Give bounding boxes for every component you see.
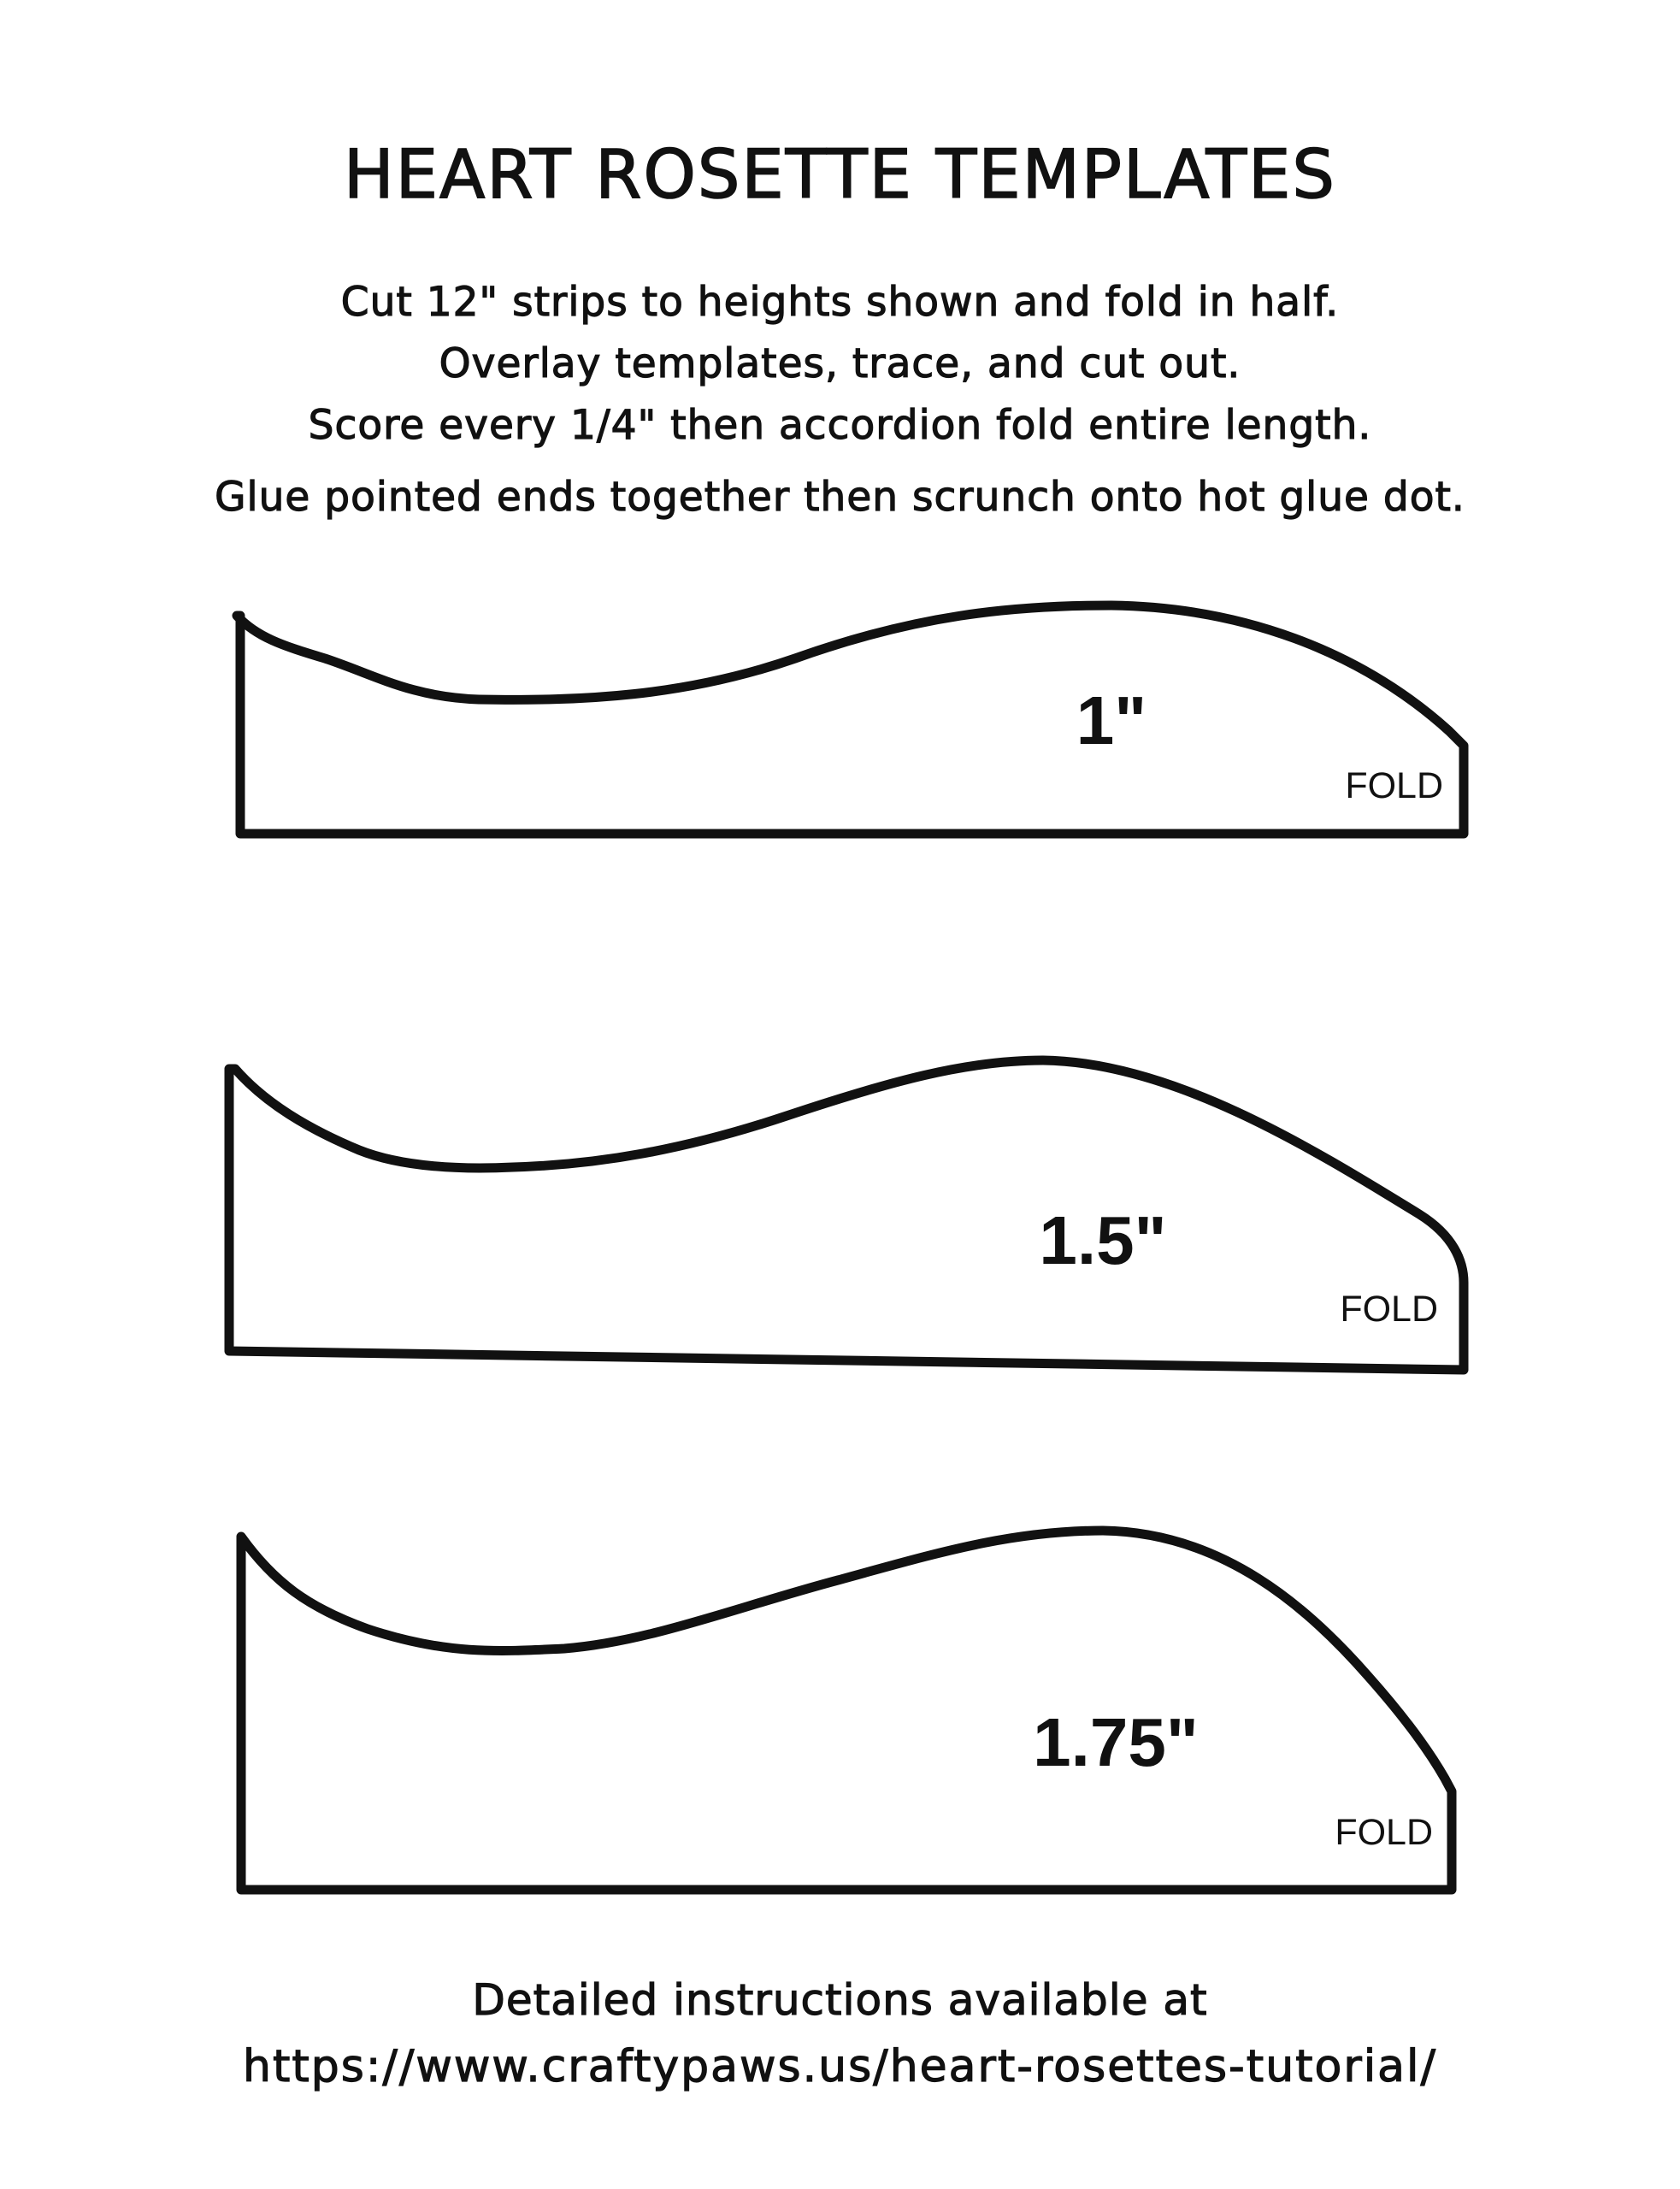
template-size-label: 1"	[1076, 682, 1147, 758]
template-size-label: 1.5"	[1039, 1202, 1167, 1278]
template-outline-1in	[237, 605, 1464, 834]
page-title: HEART ROSETTE TEMPLATES	[344, 137, 1336, 214]
footer	[0, 1967, 1680, 2100]
fold-label: FOLD	[1340, 1289, 1438, 1330]
template-1-75in	[241, 1531, 1452, 1890]
template-outline-1-5in	[229, 1060, 1464, 1370]
instruction-line-1: Cut 12" strips to heights shown and fold in half.	[340, 279, 1340, 326]
template-1-5in	[229, 1060, 1464, 1370]
template-size-label: 1.75"	[1033, 1704, 1199, 1780]
template-1in	[237, 605, 1464, 834]
template-outline-1-75in	[241, 1531, 1452, 1890]
instruction-line-3: Score every 1/4" then accordion fold entire length.	[308, 402, 1372, 449]
instruction-line-2: Overlay templates, trace, and cut out.	[439, 340, 1241, 387]
tutorial-url: https://www.craftypaws.us/heart-rosettes-tutorial/	[242, 2041, 1438, 2092]
instruction-line-4: Glue pointed ends together then scrunch onto hot glue dot.	[215, 474, 1465, 521]
fold-label: FOLD	[1335, 1812, 1433, 1853]
fold-label: FOLD	[1345, 765, 1443, 806]
footer-text: Detailed instructions available at	[472, 1975, 1208, 2025]
